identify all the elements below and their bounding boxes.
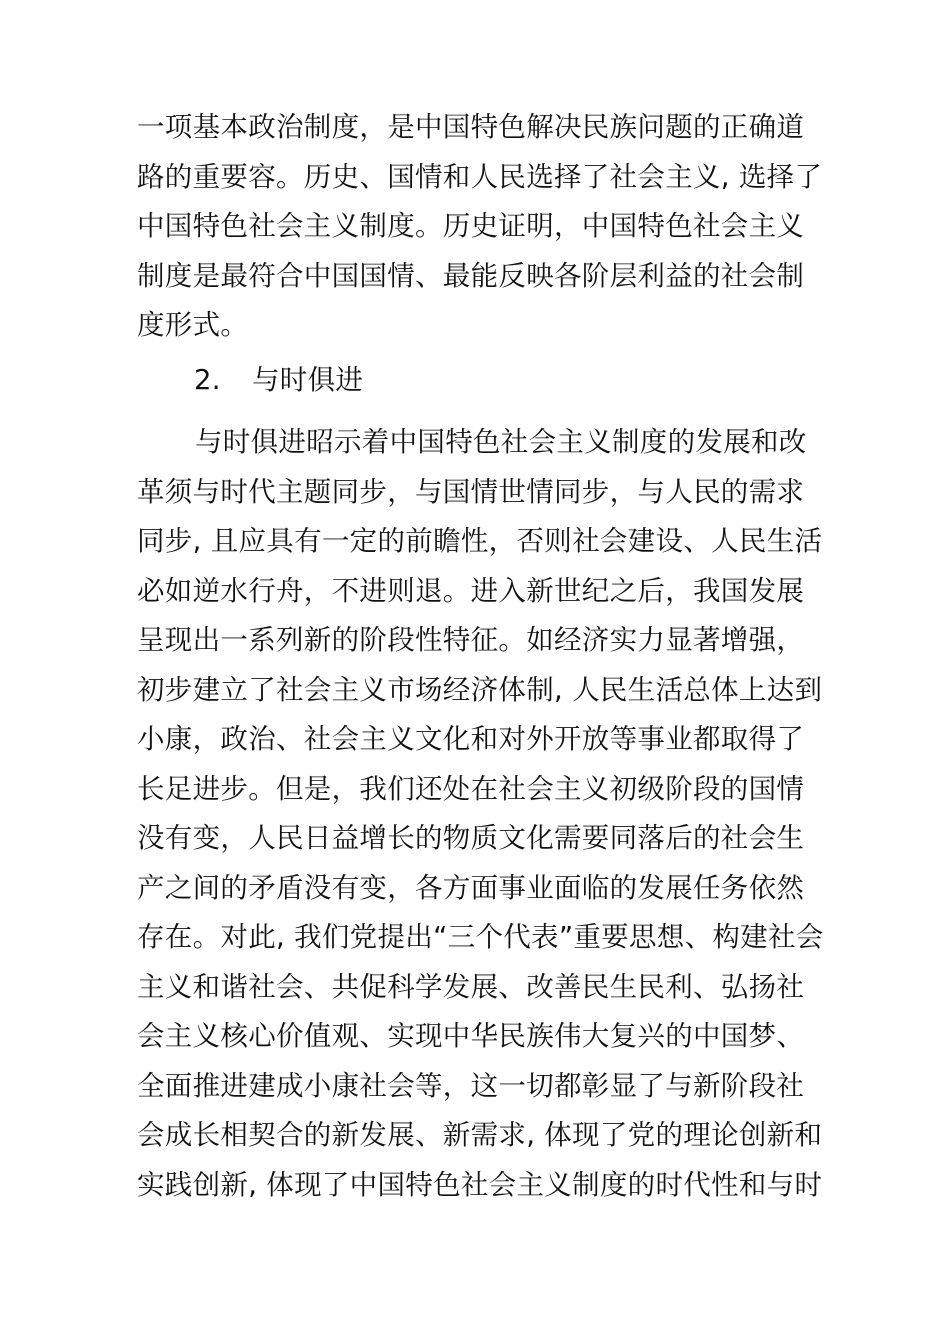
paragraph-2-line-7: 小康，政治、社会主义文化和对外开放等事业都取得了: [137, 723, 805, 755]
paragraph-2-line-15: 会成长相契合的新发展、新需求, 体现了党的理论创新和: [137, 1119, 823, 1151]
section-heading: [194, 355, 363, 405]
paragraph-2-line-6: 初步建立了社会主义市场经济体制, 人民生活总体上达到: [137, 674, 823, 706]
paragraph-2-line-8: 长足进步。但是，我们还处在社会主义初级阶段的国情: [137, 773, 805, 805]
paragraph-1-line-5: 度形式。: [137, 309, 249, 341]
paragraph-2-line-1: 与时俱进昭示着中国特色社会主义制度的发展和改: [195, 426, 807, 458]
paragraph-2-line-5: 呈现出一系列新的阶段性特征。如经济实力显著增强，: [137, 624, 805, 656]
paragraph-1-line-2: 路的重要容。历史、国情和人民选择了社会主义, 选择了: [137, 161, 823, 193]
paragraph-2-line-14: 全面推进建成小康社会等，这一切都彰显了与新阶段社: [137, 1070, 805, 1102]
section-number: 2.: [194, 364, 221, 396]
paragraph-2-line-9: 没有变，人民日益增长的物质文化需要同落后的社会生: [137, 822, 805, 854]
paragraph-1-line-4: 制度是最符合中国国情、最能反映各阶层利益的社会制: [137, 260, 805, 292]
paragraph-2-line-4: 必如逆水行舟，不进则退。进入新世纪之后，我国发展: [137, 575, 805, 607]
paragraph-1-line-3: 中国特色社会主义制度。历史证明，中国特色社会主义: [137, 210, 805, 242]
paragraph-2-line-3: 同步, 且应具有一定的前瞻性，否则社会建设、人民生活: [137, 525, 823, 557]
paragraph-2-line-2: 革须与时代主题同步，与国情世情同步，与人民的需求: [137, 476, 805, 508]
paragraph-2-line-13: 会主义核心价值观、实现中华民族伟大复兴的中国梦、: [137, 1020, 805, 1052]
section-title: 与时俱进: [252, 364, 364, 396]
paragraph-2-line-16: 实践创新, 体现了中国特色社会主义制度的时代性和与时: [137, 1169, 823, 1201]
paragraph-1-line-1: 一项基本政治制度，是中国特色解决民族问题的正确道: [137, 111, 805, 143]
paragraph-2-line-11: 存在。对此, 我们党提出“三个代表”重要思想、构建社会: [137, 921, 824, 953]
paragraph-2-line-10: 产之间的矛盾没有变，各方面事业面临的发展任务依然: [137, 872, 805, 904]
paragraph-2-line-12: 主义和谐社会、共促科学发展、改善民生民利、弘扬社: [137, 971, 805, 1003]
